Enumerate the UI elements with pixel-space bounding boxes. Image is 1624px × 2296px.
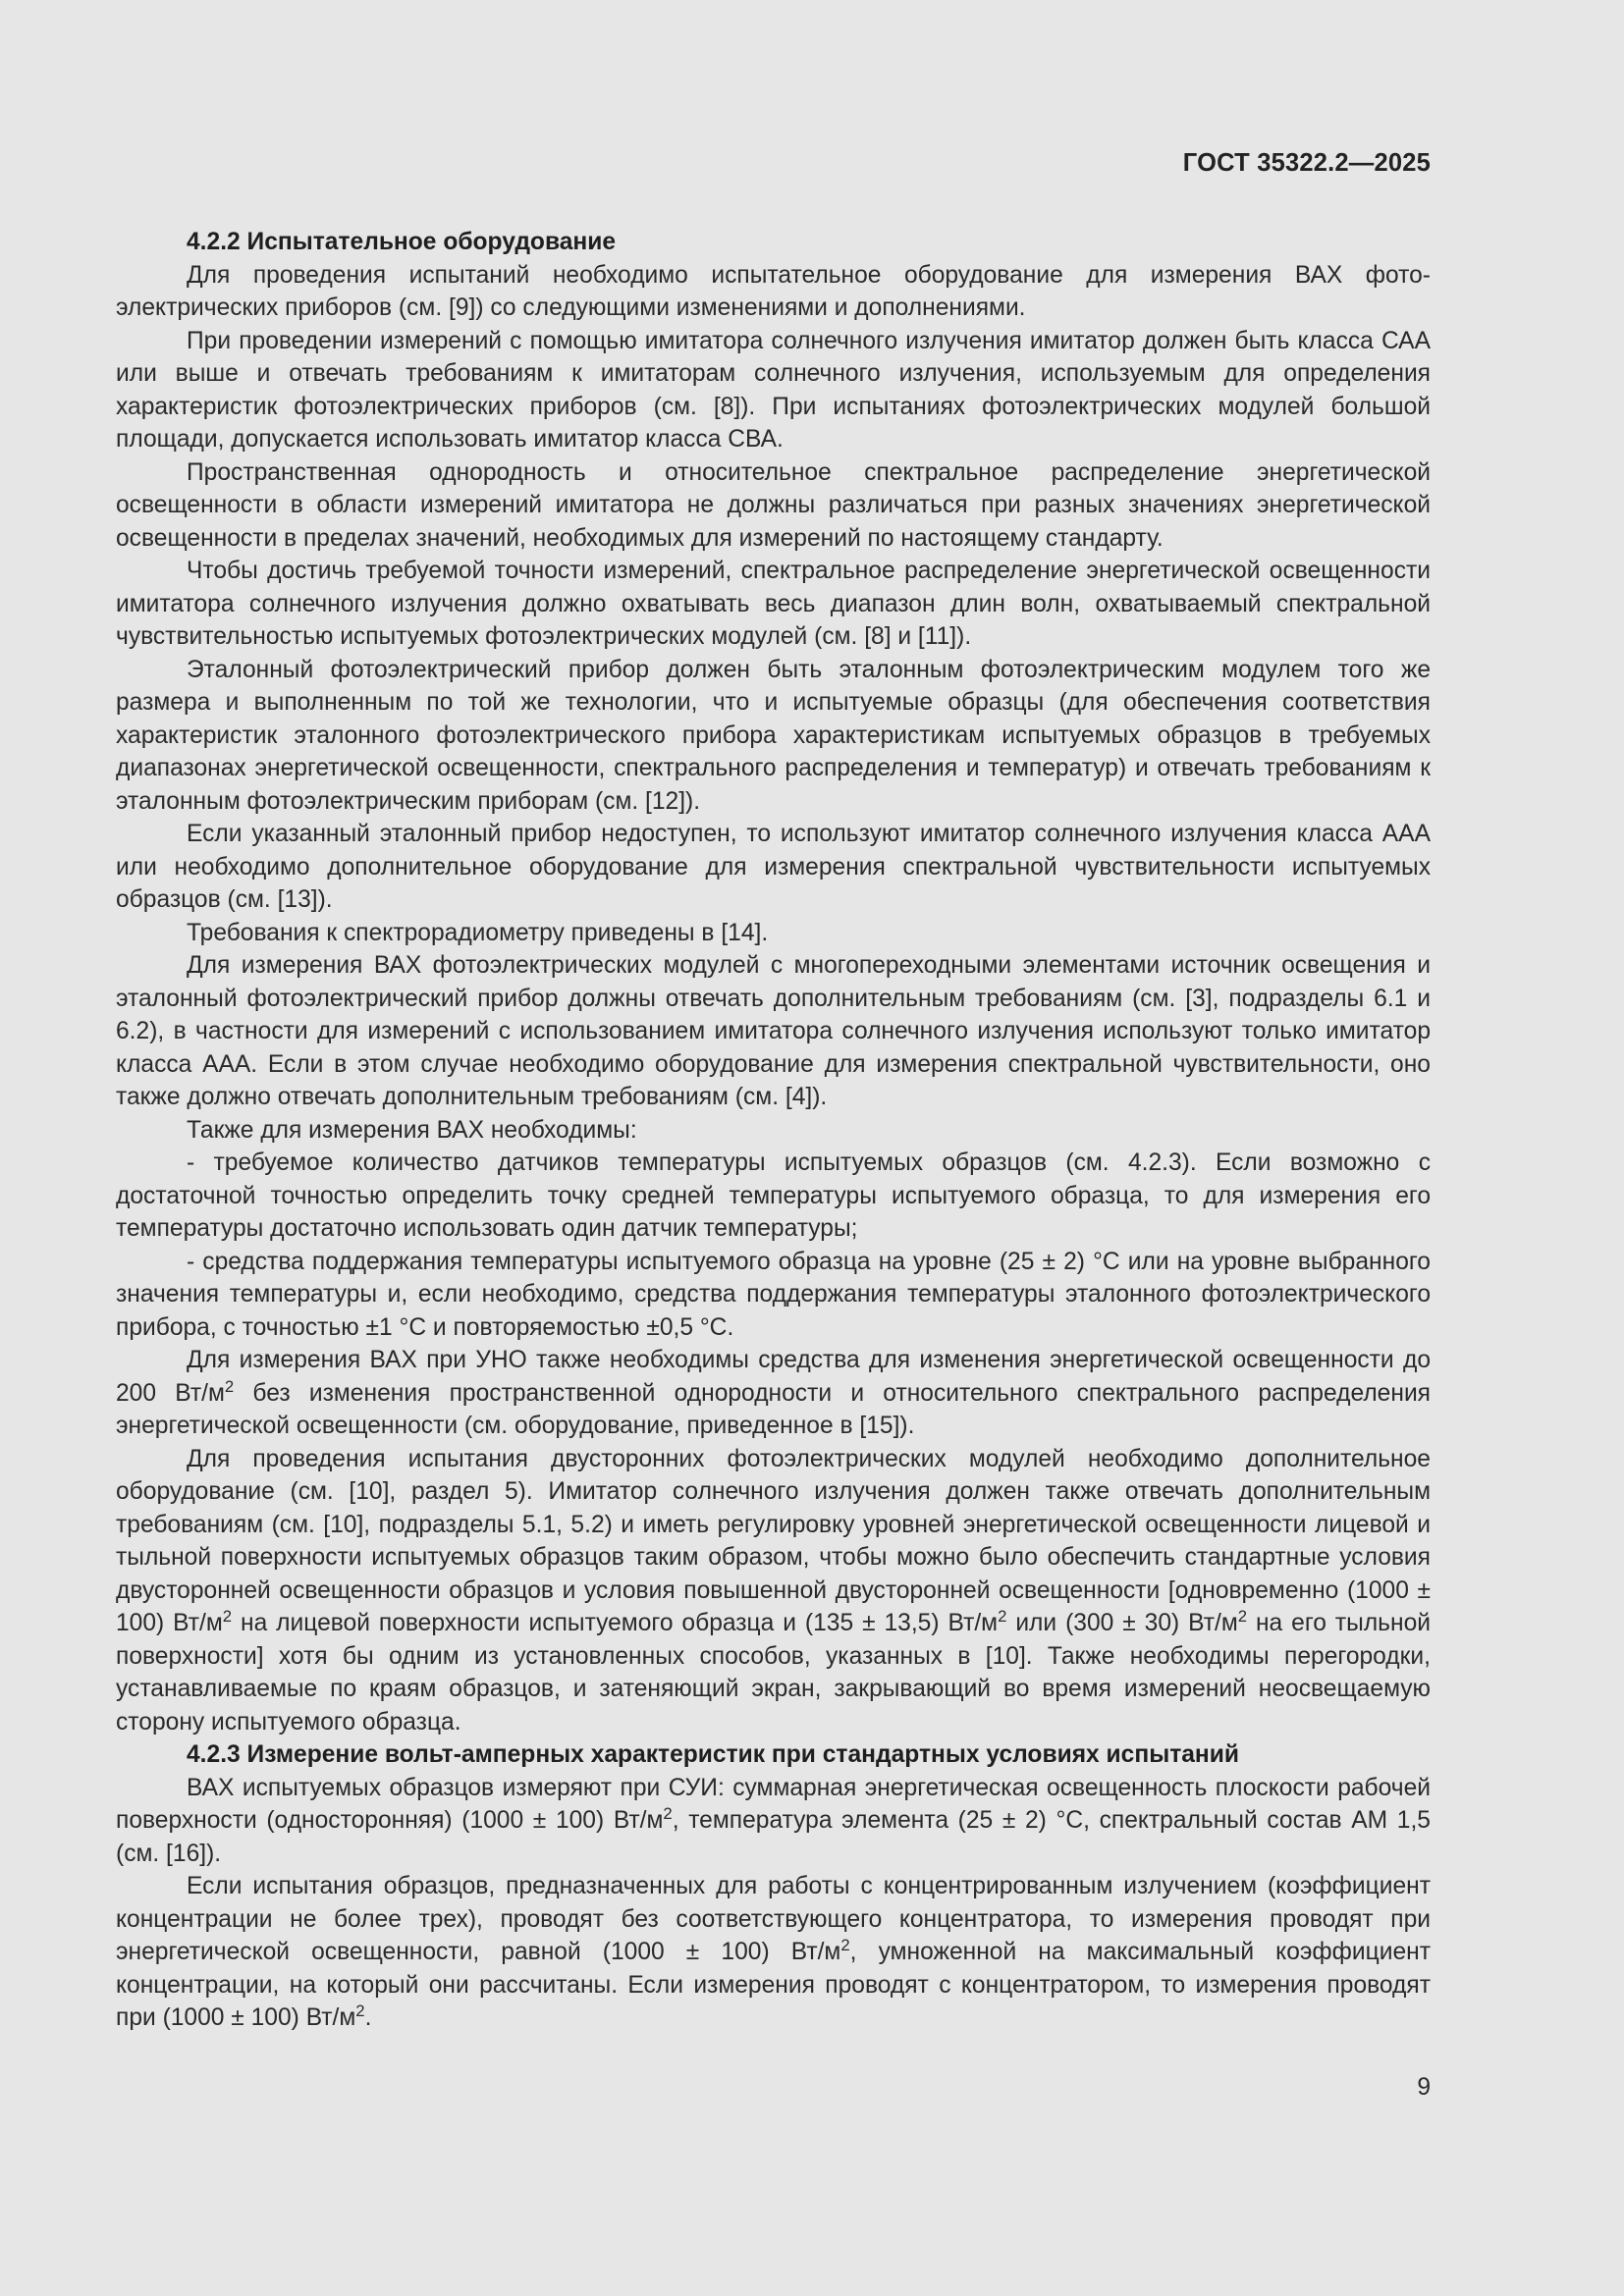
paragraph: Эталонный фотоэлектрический прибор должен быть эталонным фотоэлектрическим модулем того же размера и выполненным по той же технологии, что и испытуемые образцы (для обеспечения соответствия характеристик эталонного фотоэлектрического прибора характеристикам испытуемых образцов в требуемых диапазонах энергетической освещенности, спектрального распределения и температур) и отвечать требованиям к эталонным фотоэлектрическим приборам (см. [12]). (116, 656, 1431, 815)
paragraph (116, 1772, 1431, 1871)
superscript: 2 (222, 1606, 233, 1626)
text-run: , температура элемента (25 ± 2) °С, спектральный состав AM 1,5 (см. [16]). (116, 1807, 1431, 1867)
section-heading-4-2-2: 4.2.2 Испытательное оборудование (187, 229, 617, 255)
superscript: 2 (1237, 1606, 1248, 1626)
paragraph (116, 1443, 1431, 1739)
paragraph: Для проведения испытаний необходимо испытательное оборудование для измерения ВАХ фотоэлектрических приборов (см. [9]) со следующими изменениями и дополнениями. (116, 261, 1431, 321)
page-number: 9 (1417, 2074, 1431, 2101)
text-run: ВАХ испытуемых образцов измеряют при СУИ: суммарная энергетическая освещенность плоскости рабочей поверхности (односторонняя) (1000 ± 100) Вт/м (116, 1774, 1431, 1834)
text-run: , умноженной на максимальный коэффициент концентрации, на который они рассчитаны. Если измерения проводят с концентратором, то измерения проводят при (1000 ± 100) Вт/м (116, 1939, 1431, 2031)
section-heading-4-2-3: 4.2.3 Измерение вольт-амперных характеристик при стандартных условиях испытаний (187, 1741, 1240, 1768)
superscript: 2 (224, 1376, 235, 1396)
paragraph: Требования к спектрорадиометру приведены в [14]. (187, 919, 769, 946)
superscript: 2 (355, 2001, 365, 2020)
paragraph: Также для измерения ВАХ необходимы: (187, 1116, 637, 1144)
text-run: Для измерения ВАХ при УНО также необходимы средства для изменения энергетической освещенности до 200 Вт/м (116, 1347, 1431, 1407)
paragraph: При проведении измерений с помощью имитатора солнечного излучения имитатор должен быть класса САА или выше и отвечать требованиям к имитаторам солнечного излучения, используемым для определения характеристик фотоэлектрических приборов (см. [8]). При испытаниях фотоэлектрических модулей большой площади, допускается использовать имитатор класса СВА. (116, 327, 1431, 453)
paragraph (116, 1344, 1431, 1443)
text-run: Если испытания образцов, предназначенных для работы с концентрированным излучением (коэффициент концентрации не более трех), проводят без соответствующего концентратора, то измерения проводят при энергетической освещенности, равной (1000 ± 100) Вт/м (116, 1873, 1431, 1965)
text-run: или (300 ± 30) Вт/м (1006, 1610, 1238, 1636)
document-id-header: ГОСТ 35322.2—2025 (1182, 149, 1431, 177)
paragraph: Чтобы достичь требуемой точности измерений, спектральное распределение энергетической освещенности имитатора солнечного излучения должно охватывать весь диапазон длин волн, охватываемый спектральной чувствительностью испытуемых фотоэлектрических модулей (см. [8] и [11]). (116, 558, 1431, 650)
list-item: - требуемое количество датчиков температуры испытуемых образцов (см. 4.2.3). Если возможно с достаточной точностью определить точку средней температуры испытуемого образца, то для измерения его температуры достаточно использовать один датчик температуры; (116, 1149, 1431, 1242)
superscript: 2 (663, 1803, 673, 1823)
text-run: без изменения пространственной однородности и относительного спектрального распределения энергетической освещенности (см. оборудование, приведенное в [15]). (116, 1379, 1432, 1439)
paragraph: Пространственная однородность и относительное спектральное распределение энергетической освещенности в области измерений имитатора не должны различаться при разных значениях энергетической освещенности в пределах значений, необходимых для измерений по настоящему стандарту. (116, 458, 1431, 552)
page-body (116, 226, 1431, 2035)
paragraph (116, 1870, 1431, 2035)
text-run: на его тыльной поверхности] хотя бы одним из установленных способов, указанных в [10]. Также необходимы перегородки, устанавливаемые по краям образцов, и затеняющий экран, закрывающий во время измерений неосвещаемую сторону испытуемого образца. (116, 1610, 1431, 1735)
text-run: на лицевой поверхности испытуемого образца и (135 ± 13,5) Вт/м (232, 1610, 999, 1636)
list-item: - средства поддержания температуры испытуемого образца на уровне (25 ± 2) °С или на уровне выбранного значения температуры и, если необходимо, средства поддержания температуры эталонного фотоэлектрического прибора, с точностью ±1 °С и повторяемостью ±0,5 °С. (116, 1248, 1431, 1341)
text-run: Для проведения испытания двусторонних фотоэлектрических модулей необходимо дополнительное оборудование (см. [10], раздел 5). Имитатор солнечного излучения должен также отвечать дополнительным требованиям (см. [10], подразделы 5.1, 5.2) и иметь регулировку уровней энергетической освещенности лицевой и тыльной поверхности испытуемых образцов таким образом, чтобы можно было обеспечить стандартные условия двусторонней освещенности образцов и условия повышенной двусторонней освещенности [одновременно (1000 ± 100) Вт/м (116, 1445, 1431, 1636)
paragraph: Если указанный эталонный прибор недоступен, то используют имитатор солнечного излучения класса ААА или необходимо дополнительное оборудование для измерения спектральной чувствительности испытуемых образцов (см. [13]). (116, 821, 1431, 913)
superscript: 2 (998, 1606, 1007, 1626)
superscript: 2 (840, 1935, 850, 1954)
text-run: . (364, 2004, 372, 2031)
paragraph: Для измерения ВАХ фотоэлектрических модулей с многопереходными элементами источник освещения и эталонный фотоэлектрический прибор должны отвечать дополнительным требованиям (см. [3], подразделы 6.1 и 6.2), в частности для измерений с использованием имитатора солнечного излучения используют только имитатор класса ААА. Если в этом случае необходимо оборудование для измерения спектральной чувствительности, оно также должно отвечать дополнительным требованиям (см. [4]). (116, 952, 1431, 1110)
